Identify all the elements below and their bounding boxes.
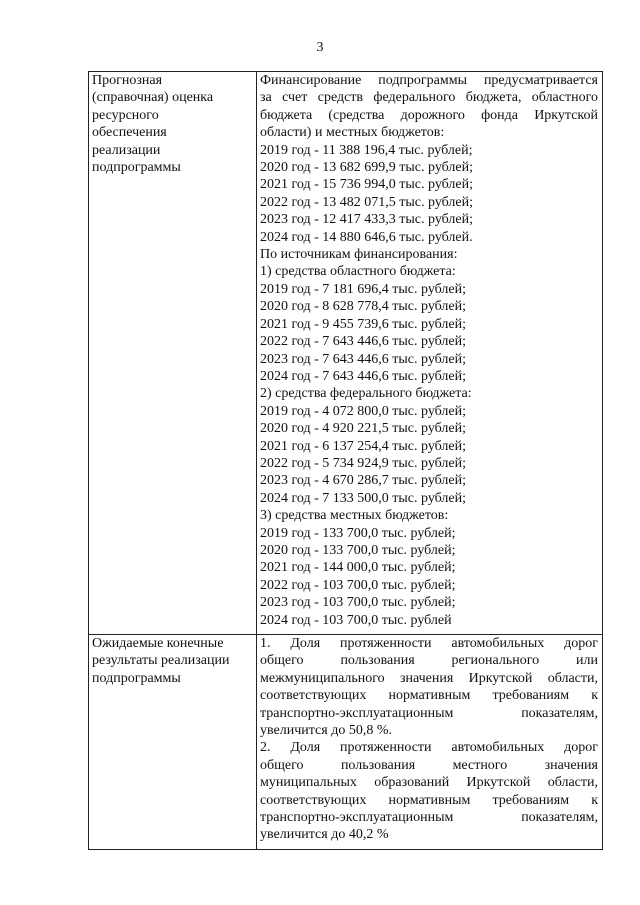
funding-total-line: 2022 год - 13 482 071,5 тыс. рублей; <box>260 194 474 210</box>
funding-intro-line: Финансирование подпрограммы предусматривается <box>260 73 598 88</box>
result-line: 2. Доля протяженности автомобильных дорог <box>260 740 598 756</box>
row-label-line: ресурсного <box>92 107 159 123</box>
row-label-line: реализации <box>92 142 161 158</box>
result-line: увеличится до 50,8 %. <box>260 723 392 739</box>
source-line: 2019 год - 4 072 800,0 тыс. рублей; <box>260 403 467 419</box>
funding-content-cell <box>257 72 603 635</box>
source-line: 2022 год - 103 700,0 тыс. рублей; <box>260 577 456 593</box>
source-line: 2021 год - 9 455 739,6 тыс. рублей; <box>260 316 467 332</box>
row-label-line: обеспечения <box>92 125 167 141</box>
source-line: 2022 год - 7 643 446,6 тыс. рублей; <box>260 334 467 350</box>
source-line: 2023 год - 4 670 286,7 тыс. рублей; <box>260 473 467 489</box>
source-line: 2020 год - 4 920 221,5 тыс. рублей; <box>260 421 467 437</box>
table-row <box>89 72 603 635</box>
funding-intro-line: области) и местных бюджетов: <box>260 125 445 141</box>
result-line: соответствующих нормативным требованиям к <box>260 792 598 808</box>
result-line: соответствующих нормативным требованиям к <box>260 688 598 704</box>
row-label-line: подпрограммы <box>92 160 181 176</box>
source-line: 2019 год - 133 700,0 тыс. рублей; <box>260 525 456 541</box>
source-line: 2021 год - 6 137 254,4 тыс. рублей; <box>260 438 467 454</box>
result-line: 1. Доля протяженности автомобильных дорог <box>260 636 598 651</box>
result-line: муниципальных образований Иркутской области, <box>260 775 598 791</box>
funding-total-line: 2021 год - 15 736 994,0 тыс. рублей; <box>260 177 474 193</box>
result-line: общего пользования местного значения <box>260 757 598 773</box>
funding-intro-line: за счет средств федерального бюджета, областного <box>260 90 598 106</box>
funding-total-line: 2020 год - 13 682 699,9 тыс. рублей; <box>260 160 474 176</box>
row-label-line: подпрограммы <box>92 670 181 686</box>
results-content-cell <box>257 635 603 850</box>
source-line: 2023 год - 103 700,0 тыс. рублей; <box>260 595 456 611</box>
source-line: 2019 год - 7 181 696,4 тыс. рублей; <box>260 281 467 297</box>
source-line: 2023 год - 7 643 446,6 тыс. рублей; <box>260 351 467 367</box>
result-line: транспортно-эксплуатационным показателям, <box>260 810 598 826</box>
source-line: 2021 год - 144 000,0 тыс. рублей; <box>260 560 456 576</box>
table-row <box>89 635 603 850</box>
funding-total-line: 2023 год - 12 417 433,3 тыс. рублей; <box>260 212 474 228</box>
source-title: 1) средства областного бюджета: <box>260 264 456 280</box>
funding-intro-line: бюджета (средства дорожного фонда Иркутской <box>260 107 598 123</box>
source-line: 2020 год - 133 700,0 тыс. рублей; <box>260 542 456 558</box>
funding-total-line: 2024 год - 14 880 646,6 тыс. рублей. <box>260 229 473 245</box>
source-line: 2024 год - 7 643 446,6 тыс. рублей; <box>260 368 467 384</box>
result-line: общего пользования регионального или <box>260 653 598 669</box>
result-line: транспортно-эксплуатационным показателям, <box>260 705 598 721</box>
page-number: 3 <box>316 40 324 55</box>
result-line: межмуниципального значения Иркутской области, <box>260 670 598 686</box>
source-line: 2024 год - 103 700,0 тыс. рублей <box>260 612 452 628</box>
sources-heading: По источникам финансирования: <box>260 247 458 263</box>
row-label-line: (справочная) оценка <box>92 90 214 106</box>
result-line: увеличится до 40,2 % <box>260 827 389 843</box>
source-line: 2024 год - 7 133 500,0 тыс. рублей; <box>260 490 467 506</box>
row-label-cell <box>89 72 257 635</box>
passport-table <box>88 71 603 850</box>
row-label-line: Прогнозная <box>92 73 163 88</box>
source-line: 2022 год - 5 734 924,9 тыс. рублей; <box>260 455 467 471</box>
row-label-cell <box>89 635 257 850</box>
source-title: 2) средства федерального бюджета: <box>260 386 472 402</box>
row-label-line: Ожидаемые конечные <box>92 636 224 651</box>
source-line: 2020 год - 8 628 778,4 тыс. рублей; <box>260 299 467 315</box>
source-title: 3) средства местных бюджетов: <box>260 508 449 524</box>
funding-total-line: 2019 год - 11 388 196,4 тыс. рублей; <box>260 142 473 158</box>
row-label-line: результаты реализации <box>92 653 230 669</box>
